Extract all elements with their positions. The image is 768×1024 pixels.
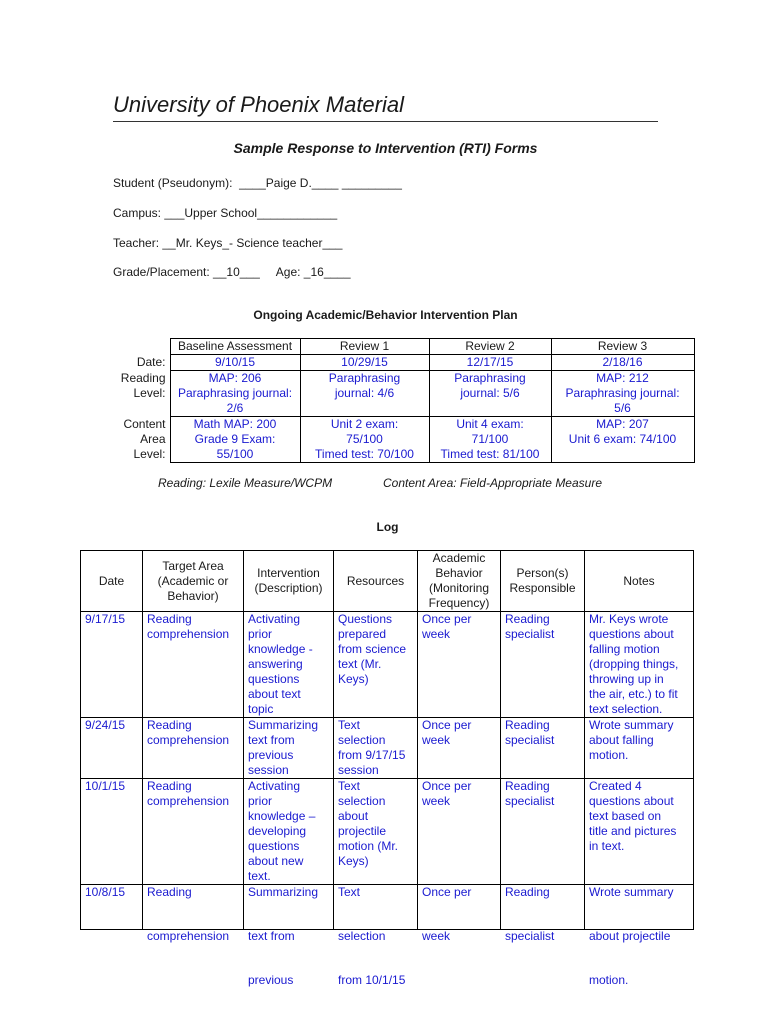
log-row — [81, 612, 694, 718]
log-header-row — [81, 551, 694, 612]
plan-column-header: Review 2 — [429, 339, 551, 355]
log-target-cell: Reading comprehension — [143, 779, 244, 885]
log-date-cell: 9/24/15 — [81, 718, 143, 779]
plan-column-header: Review 3 — [551, 339, 694, 355]
log-intervention-cell: Summarizing text from previous — [244, 885, 334, 930]
plan-date-cell: 2/18/16 — [551, 355, 694, 371]
log-date-cell: 9/17/15 — [81, 612, 143, 718]
log-frequency-cell: Once per week — [418, 612, 501, 718]
log-row — [81, 885, 694, 930]
log-table — [80, 550, 694, 987]
plan-header-row — [112, 339, 694, 355]
plan-column-header: Review 1 — [300, 339, 429, 355]
log-frequency-cell: Once per week — [418, 885, 501, 930]
plan-date-cell: 10/29/15 — [300, 355, 429, 371]
plan-reading-cell: Paraphrasing journal: 4/6 — [300, 371, 429, 417]
plan-row-label: Content Area Level: — [123, 416, 166, 461]
log-column-header: Intervention (Description) — [244, 551, 334, 612]
log-resources-cell: Questions prepared from science text (Mr. Keys) — [334, 612, 418, 718]
teacher-field: Teacher: __Mr. Keys_- Science teacher___ — [113, 236, 343, 250]
log-responsible-cell: Reading specialist — [501, 612, 585, 718]
reading-legend: Reading: Lexile Measure/WCPM — [158, 476, 333, 490]
log-frequency-cell: Once per week — [418, 779, 501, 885]
log-date-cell: 10/8/15 — [81, 885, 143, 930]
log-responsible-cell: Reading specialist — [501, 718, 585, 779]
plan-column-header: Baseline Assessment — [170, 339, 300, 355]
log-column-header: Target Area (Academic or Behavior) — [143, 551, 244, 612]
document-header: University of Phoenix Material — [113, 92, 658, 122]
student-field: Student (Pseudonym): ____Paige D.____ _________ — [113, 176, 402, 190]
plan-content-cell: MAP: 207 Unit 6 exam: 74/100 — [551, 417, 694, 463]
campus-field: Campus: ___Upper School____________ — [113, 206, 338, 220]
intervention-plan-table — [112, 338, 695, 463]
log-date-cell: 10/1/15 — [81, 779, 143, 885]
plan-reading-cell: MAP: 212 Paraphrasing journal: 5/6 — [551, 371, 694, 417]
plan-reading-cell: Paraphrasing journal: 5/6 — [429, 371, 551, 417]
plan-content-cell: Unit 4 exam: 71/100 Timed test: 81/100 — [429, 417, 551, 463]
log-column-header: Academic Behavior (Monitoring Frequency) — [418, 551, 501, 612]
grade-age-field: Grade/Placement: __10___ Age: _16____ — [113, 265, 351, 279]
log-notes-cell: Created 4 questions about text based on title and pictures in text. — [585, 779, 694, 885]
plan-date-cell: 12/17/15 — [429, 355, 551, 371]
log-frequency-cell: Once per week — [418, 718, 501, 779]
log-column-header: Notes — [585, 551, 694, 612]
log-resources-cell: Text selection from 10/1/15 — [334, 885, 418, 930]
log-column-header: Resources — [334, 551, 418, 612]
plan-reading-cell: MAP: 206 Paraphrasing journal: 2/6 — [170, 371, 300, 417]
plan-reading-row — [112, 371, 694, 417]
plan-content-cell: Unit 2 exam: 75/100 Timed test: 70/100 — [300, 417, 429, 463]
log-title: Log — [376, 520, 399, 534]
log-intervention-cell: Summarizing text from previous session — [244, 718, 334, 779]
log-intervention-cell: Activating prior knowledge - answering questions about text topic — [244, 612, 334, 718]
log-responsible-cell: Reading specialist — [501, 779, 585, 885]
plan-date-cell: 9/10/15 — [170, 355, 300, 371]
log-column-header: Date — [81, 551, 143, 612]
plan-title: Ongoing Academic/Behavior Intervention Plan — [253, 308, 518, 322]
form-title: Sample Response to Intervention (RTI) Forms — [233, 140, 538, 156]
log-column-header: Person(s) Responsible — [501, 551, 585, 612]
plan-date-row — [112, 355, 694, 371]
log-row — [81, 718, 694, 779]
plan-corner — [112, 339, 170, 355]
log-target-cell: Reading comprehension — [143, 612, 244, 718]
log-notes-cell: Wrote summary about projectile motion. — [585, 885, 694, 930]
log-target-cell: Reading comprehension — [143, 718, 244, 779]
log-notes-cell: Wrote summary about falling motion. — [585, 718, 694, 779]
plan-row-label: Reading Level: — [120, 370, 166, 400]
content-legend: Content Area: Field-Appropriate Measure — [383, 476, 602, 490]
plan-content-cell: Math MAP: 200 Grade 9 Exam: 55/100 — [170, 417, 300, 463]
plan-content-row — [112, 417, 694, 463]
log-resources-cell: Text selection from 9/17/15 session — [334, 718, 418, 779]
log-notes-cell: Mr. Keys wrote questions about falling motion (dropping things, throwing up in the air, etc.) to fit text selection. — [585, 612, 694, 718]
log-intervention-cell: Activating prior knowledge – developing questions about new text. — [244, 779, 334, 885]
log-row — [81, 779, 694, 885]
log-resources-cell: Text selection about projectile motion (Mr. Keys) — [334, 779, 418, 885]
log-responsible-cell: Reading specialist — [501, 885, 585, 930]
log-target-cell: Reading comprehension — [143, 885, 244, 930]
plan-row-label: Date: — [136, 354, 166, 369]
